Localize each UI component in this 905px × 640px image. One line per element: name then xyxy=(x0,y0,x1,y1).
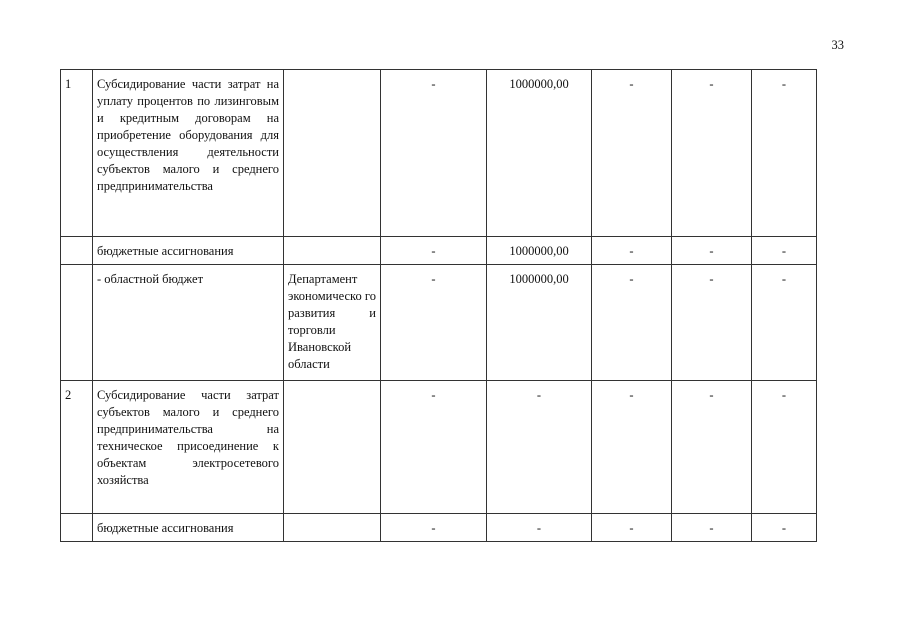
row-value-2: 1000000,00 xyxy=(487,70,592,237)
row-value-1: - xyxy=(381,381,487,514)
table-row xyxy=(61,381,817,514)
row-value-1: - xyxy=(381,514,487,542)
row-number: 1 xyxy=(61,70,93,237)
row-executor xyxy=(284,381,381,514)
row-value-3: - xyxy=(592,514,672,542)
row-value-5: - xyxy=(752,237,817,265)
row-value-1: - xyxy=(381,70,487,237)
row-value-1: - xyxy=(381,237,487,265)
row-value-4: - xyxy=(672,265,752,381)
row-value-4: - xyxy=(672,70,752,237)
row-value-5: - xyxy=(752,70,817,237)
row-description: бюджетные ассигнования xyxy=(93,237,284,265)
row-value-5: - xyxy=(752,381,817,514)
row-executor: Департамент экономическо го развития и торговли Ивановской области xyxy=(284,265,381,381)
row-executor xyxy=(284,514,381,542)
table-row xyxy=(61,265,817,381)
row-value-1: - xyxy=(381,265,487,381)
row-value-2: - xyxy=(487,514,592,542)
table-row xyxy=(61,514,817,542)
row-value-4: - xyxy=(672,381,752,514)
row-value-3: - xyxy=(592,381,672,514)
budget-table xyxy=(60,69,817,542)
row-executor xyxy=(284,237,381,265)
row-value-4: - xyxy=(672,237,752,265)
table-row xyxy=(61,70,817,237)
row-value-4: - xyxy=(672,514,752,542)
row-value-5: - xyxy=(752,514,817,542)
page-number: 33 xyxy=(831,38,844,52)
row-description: - областной бюджет xyxy=(93,265,284,381)
row-description: Субсидирование части затрат субъектов малого и среднего предпринимательства на техническое присоединение к объектам электросетевого хозяйства xyxy=(93,381,284,514)
row-value-3: - xyxy=(592,70,672,237)
row-number xyxy=(61,265,93,381)
row-description: Субсидирование части затрат на уплату процентов по лизинговым и кредитным договорам на приобретение оборудования для осуществления деятельности субъектов малого и среднего предпринимательства xyxy=(93,70,284,237)
row-value-2: - xyxy=(487,381,592,514)
row-number: 2 xyxy=(61,381,93,514)
table-row xyxy=(61,237,817,265)
row-value-3: - xyxy=(592,265,672,381)
row-value-2: 1000000,00 xyxy=(487,237,592,265)
row-value-2: 1000000,00 xyxy=(487,265,592,381)
row-description: бюджетные ассигнования xyxy=(93,514,284,542)
row-number xyxy=(61,514,93,542)
row-executor xyxy=(284,70,381,237)
row-value-5: - xyxy=(752,265,817,381)
row-value-3: - xyxy=(592,237,672,265)
row-number xyxy=(61,237,93,265)
